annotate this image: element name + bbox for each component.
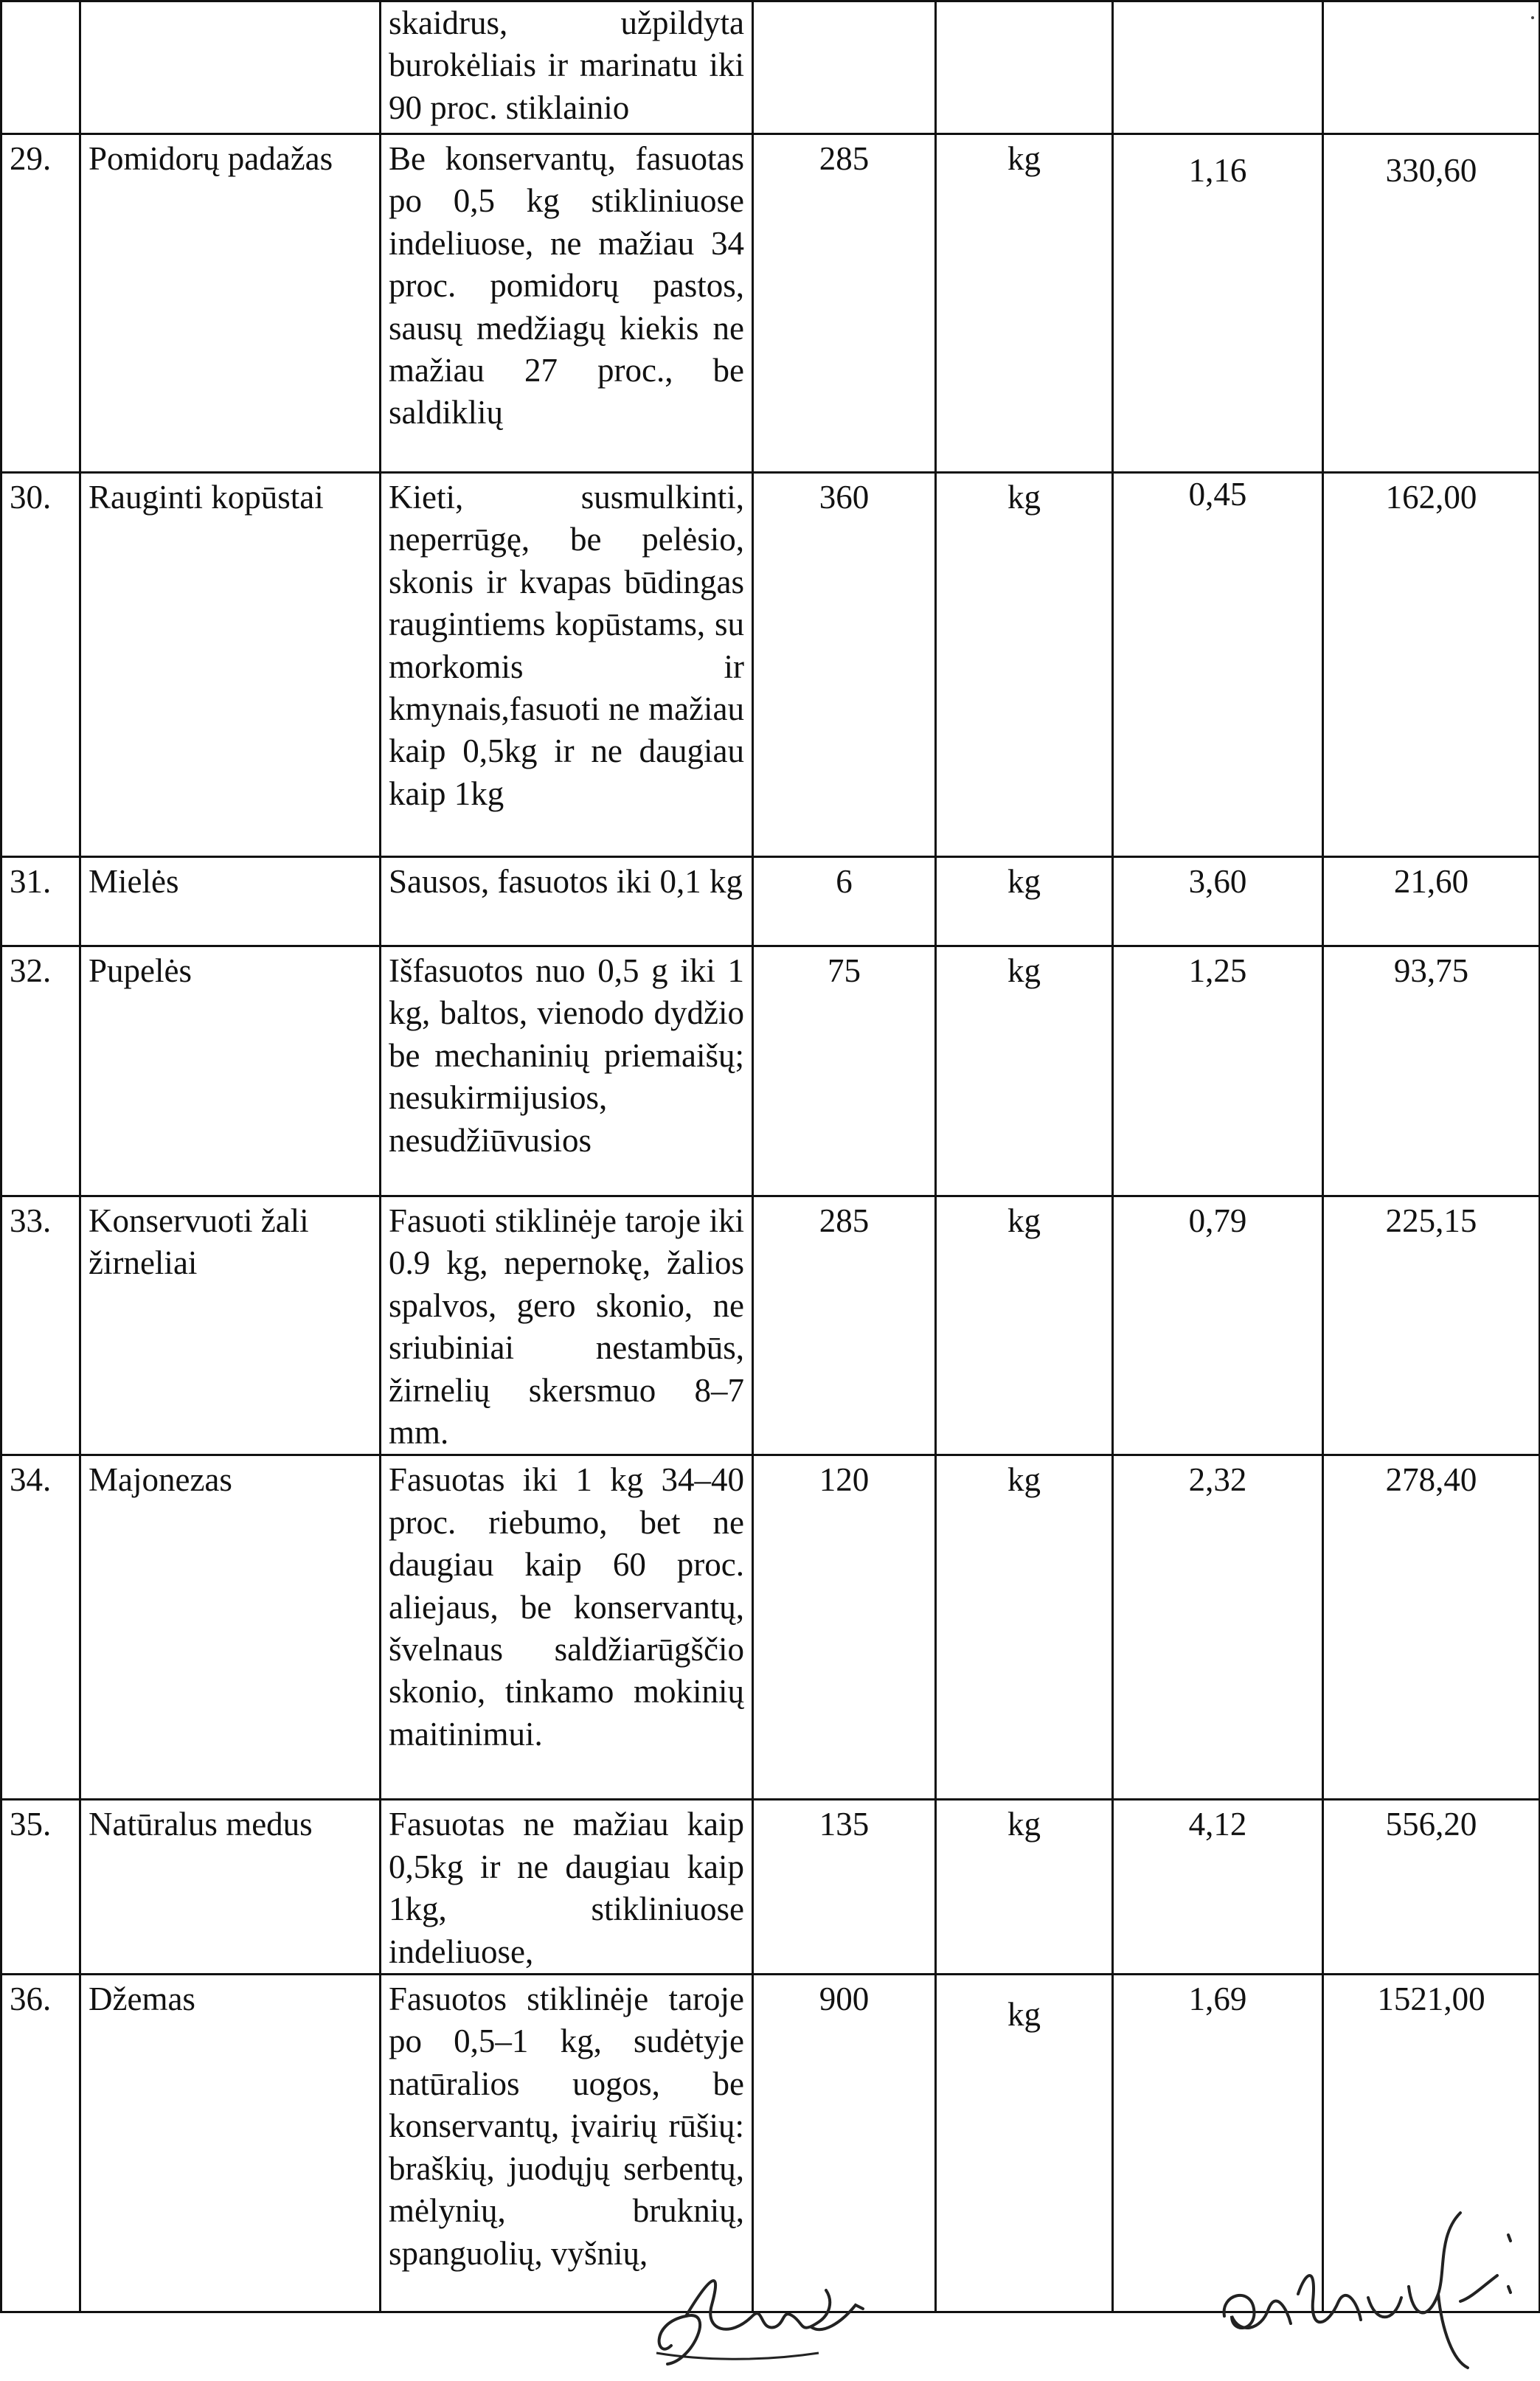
product-name: Natūralus medus: [80, 1800, 381, 1975]
row-number: 29.: [1, 134, 80, 473]
row-number: 32.: [1, 946, 80, 1196]
unit-price: 2,32: [1113, 1455, 1323, 1800]
quantity: [753, 1, 936, 134]
quantity: 135: [753, 1800, 936, 1975]
total-price: 1521,00: [1323, 1975, 1540, 2312]
total-price: 278,40: [1323, 1455, 1540, 1800]
unit-price: 0,79: [1113, 1196, 1323, 1455]
signature-left: [642, 2235, 878, 2375]
product-name: Džemas: [80, 1975, 381, 2312]
unit-price: 0,45: [1113, 473, 1323, 857]
product-description: skaidrus, užpildyta burokėliais ir marinatu iki 90 proc. stiklainio: [381, 1, 753, 134]
quantity: 6: [753, 857, 936, 946]
quantity: 360: [753, 473, 936, 857]
product-name: Pomidorų padažas: [80, 134, 381, 473]
unit: kg: [936, 1196, 1113, 1455]
product-name: [80, 1, 381, 134]
product-description: Fasuotas ne mažiau kaip 0,5kg ir ne daugiau kaip 1kg, stikliniuose indeliuose,: [381, 1800, 753, 1975]
table-row: [1, 1800, 1540, 1975]
row-number: 36.: [1, 1975, 80, 2312]
product-description: Kieti, susmulkinti, neperrūgę, be pelėsio, skonis ir kvapas būdingas raugintiems kopūstams, su morkomis ir kmynais,fasuoti ne mažiau kaip 0,5kg ir ne daugiau kaip 1kg: [381, 473, 753, 857]
product-description: Išfasuotos nuo 0,5 g iki 1 kg, baltos, vienodo dydžio be mechaninių priemaišų; nesukirmijusios, nesudžiūvusios: [381, 946, 753, 1196]
unit: kg: [936, 1975, 1113, 2312]
table-row: [1, 1196, 1540, 1455]
unit: kg: [936, 946, 1113, 1196]
total-price: 21,60: [1323, 857, 1540, 946]
product-description: Fasuotos stiklinėje taroje po 0,5–1 kg, sudėtyje natūralios uogos, be konservantų, įvairių rūšių: braškių, juodųjų serbentų, mėlynių, bruknių, spanguolių, vyšnių,: [381, 1975, 753, 2312]
product-description: Be konservantų, fasuotas po 0,5 kg stikliniuose indeliuose, ne mažiau 34 proc. pomidorų pastos, sausų medžiagų kiekis ne mažiau 27 proc., be saldiklių: [381, 134, 753, 473]
row-number: 35.: [1, 1800, 80, 1975]
total-price: 162,00: [1323, 473, 1540, 857]
product-name: Pupelės: [80, 946, 381, 1196]
table-row: [1, 473, 1540, 857]
quantity: 285: [753, 134, 936, 473]
unit-price: 4,12: [1113, 1800, 1323, 1975]
product-name: Konservuoti žali žirneliai: [80, 1196, 381, 1455]
quantity: 120: [753, 1455, 936, 1800]
row-number: 31.: [1, 857, 80, 946]
product-name: Majonezas: [80, 1455, 381, 1800]
quantity: 900: [753, 1975, 936, 2312]
unit-price: [1113, 1, 1323, 134]
row-number: 33.: [1, 1196, 80, 1455]
product-description: Fasuotas iki 1 kg 34–40 proc. riebumo, bet ne daugiau kaip 60 proc. aliejaus, be konservantų, švelnaus saldžiarūgščio skonio, tinkamo mokinių maitinimui.: [381, 1455, 753, 1800]
unit: kg: [936, 1800, 1113, 1975]
unit: kg: [936, 857, 1113, 946]
unit: kg: [936, 134, 1113, 473]
product-description: Sausos, fasuotos iki 0,1 kg: [381, 857, 753, 946]
total-price: [1323, 1, 1540, 134]
unit-price: 1,25: [1113, 946, 1323, 1196]
table-row: [1, 1455, 1540, 1800]
unit: kg: [936, 1455, 1113, 1800]
unit: [936, 1, 1113, 134]
unit: kg: [936, 473, 1113, 857]
table-row: [1, 857, 1540, 946]
quantity: 75: [753, 946, 936, 1196]
row-number: [1, 1, 80, 134]
signature-right: [1217, 2205, 1527, 2375]
total-price: 330,60: [1323, 134, 1540, 473]
quantity: 285: [753, 1196, 936, 1455]
product-name: Mielės: [80, 857, 381, 946]
row-number: 30.: [1, 473, 80, 857]
table-row: [1, 946, 1540, 1196]
row-number: 34.: [1, 1455, 80, 1800]
unit-price: 3,60: [1113, 857, 1323, 946]
total-price: 556,20: [1323, 1800, 1540, 1975]
unit-price: 1,16: [1113, 134, 1323, 473]
total-price: 93,75: [1323, 946, 1540, 1196]
product-description: Fasuoti stiklinėje taroje iki 0.9 kg, nepernokę, žalios spalvos, gero skonio, ne sriubiniai nestambūs, žirnelių skersmuo 8–7 mm.: [381, 1196, 753, 1455]
scan-speck: [1531, 16, 1534, 19]
table-row: [1, 1, 1540, 134]
table-row: [1, 134, 1540, 473]
product-name: Rauginti kopūstai: [80, 473, 381, 857]
total-price: 225,15: [1323, 1196, 1540, 1455]
unit-price: 1,69: [1113, 1975, 1323, 2312]
